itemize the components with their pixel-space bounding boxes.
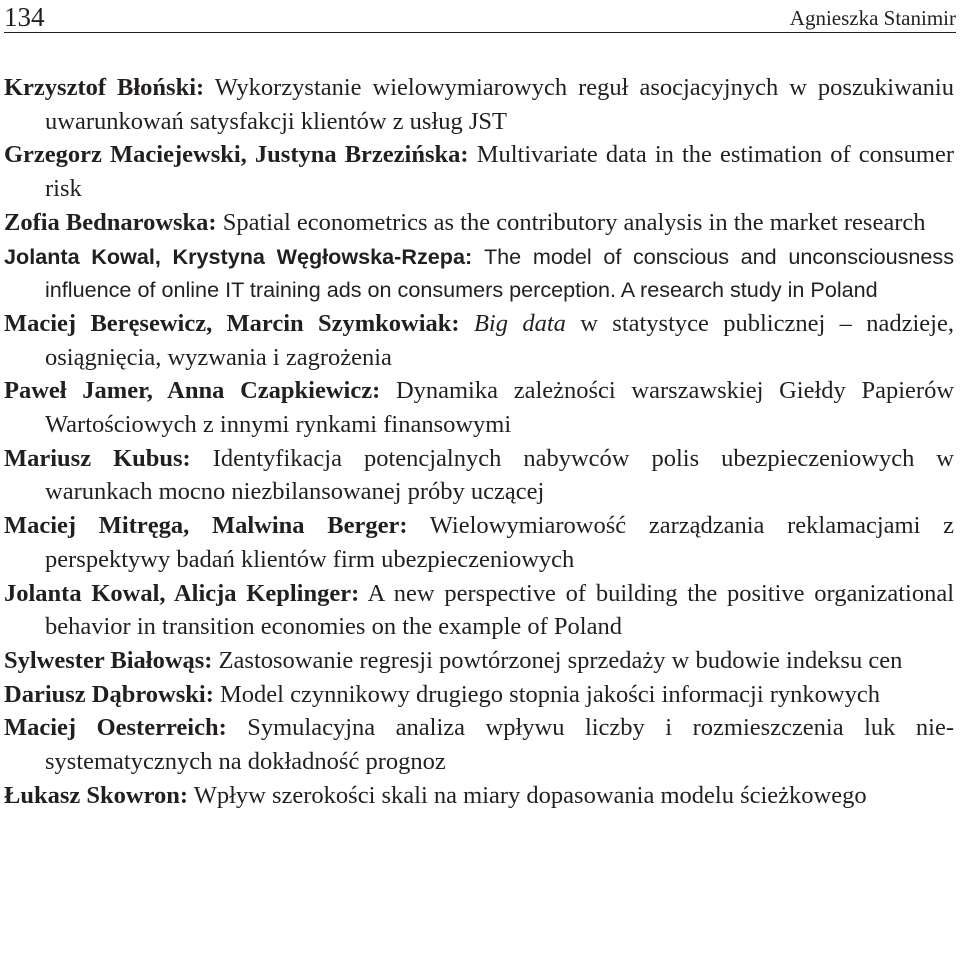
entry-title: Multivariate data in the estimation of consumer risk bbox=[45, 141, 954, 203]
running-author: Agnieszka Stanimir bbox=[789, 6, 956, 30]
entry-title: Symulacyjna analiza wpływu liczby i rozmieszczenia luk niesystematycznych na dokładność prognoz bbox=[45, 714, 954, 776]
entry-title: Wpływ szerokości skali na miary dopasowania modelu ścieżkowego bbox=[193, 781, 867, 809]
entry-title: The model of conscious and unconsciousness influence of online IT training ads on consumers perception. A research study in Poland bbox=[45, 243, 955, 303]
entry-author: Maciej Mitręga, Malwina Berger: bbox=[4, 512, 408, 540]
contents-entry bbox=[4, 577, 954, 644]
contents-entry bbox=[4, 711, 954, 778]
entry-title: Model czynnikowy drugiego stopnia jakości informacji rynkowych bbox=[219, 680, 880, 708]
entry-author: Paweł Jamer, Anna Czapkiewicz: bbox=[4, 377, 381, 405]
entry-title-italic: Big data bbox=[473, 309, 566, 337]
entry-title: A new perspective of building the positive organizational behavior in transition economies on the example of Poland bbox=[45, 579, 954, 641]
contents-entry bbox=[4, 71, 954, 138]
entry-author: Maciej Oesterreich: bbox=[4, 714, 227, 742]
entry-title: Zastosowanie regresji powtórzonej sprzedaży w budowie indeksu cen bbox=[218, 646, 903, 674]
contents-entry bbox=[4, 240, 954, 307]
entry-author: Jolanta Kowal, Krystyna Węgłowska-Rzepa: bbox=[4, 243, 473, 269]
contents-list bbox=[4, 71, 954, 812]
contents-entry bbox=[4, 138, 954, 205]
entry-title: Wykorzystanie wielowymiarowych reguł asocjacyjnych w poszukiwaniu uwarunkowań satysfakcji klientów z usług JST bbox=[45, 74, 954, 135]
entry-author: Grzegorz Maciejewski, Justyna Brzezińska: bbox=[4, 141, 469, 169]
entry-title: Spatial econometrics as the contributory analysis in the market research bbox=[222, 208, 926, 236]
entry-title: Dynamika zależności warszawskiej Giełdy Papierów Wartościowych z innymi rynkami finansowymi bbox=[45, 377, 955, 439]
entry-title: w statystyce publicznej – nadzieje, osiągnięcia, wyzwania i zagrożenia bbox=[45, 309, 954, 371]
contents-entry bbox=[4, 779, 954, 813]
entry-author: Krzysztof Błoński: bbox=[4, 74, 205, 101]
entry-author: Mariusz Kubus: bbox=[4, 444, 191, 472]
contents-entry bbox=[4, 509, 954, 576]
entry-author: Dariusz Dąbrowski: bbox=[4, 680, 214, 708]
page-number: 134 bbox=[4, 2, 45, 32]
contents-entry bbox=[4, 206, 954, 240]
entry-author: Sylwester Białowąs: bbox=[4, 646, 213, 674]
running-header bbox=[4, 2, 956, 33]
contents-entry bbox=[4, 644, 954, 678]
contents-entry bbox=[4, 678, 954, 712]
entry-author: Zofia Bednarowska: bbox=[4, 208, 217, 236]
contents-entry bbox=[4, 307, 954, 374]
entry-title: Identyfikacja potencjalnych nabywców polis ubezpieczeniowych w warunkach mocno niezbilansowanej próby uczącej bbox=[45, 444, 955, 506]
contents-entry bbox=[4, 442, 954, 509]
entry-title: Wielowymiarowość zarządzania reklamacjami z perspektywy badań klientów firm ubezpieczeniowych bbox=[45, 512, 955, 573]
contents-entry bbox=[4, 374, 954, 441]
entry-author: Łukasz Skowron: bbox=[4, 781, 189, 809]
entry-author: Maciej Beręsewicz, Marcin Szymkowiak: bbox=[4, 309, 460, 337]
entry-author: Jolanta Kowal, Alicja Keplinger: bbox=[4, 579, 360, 607]
